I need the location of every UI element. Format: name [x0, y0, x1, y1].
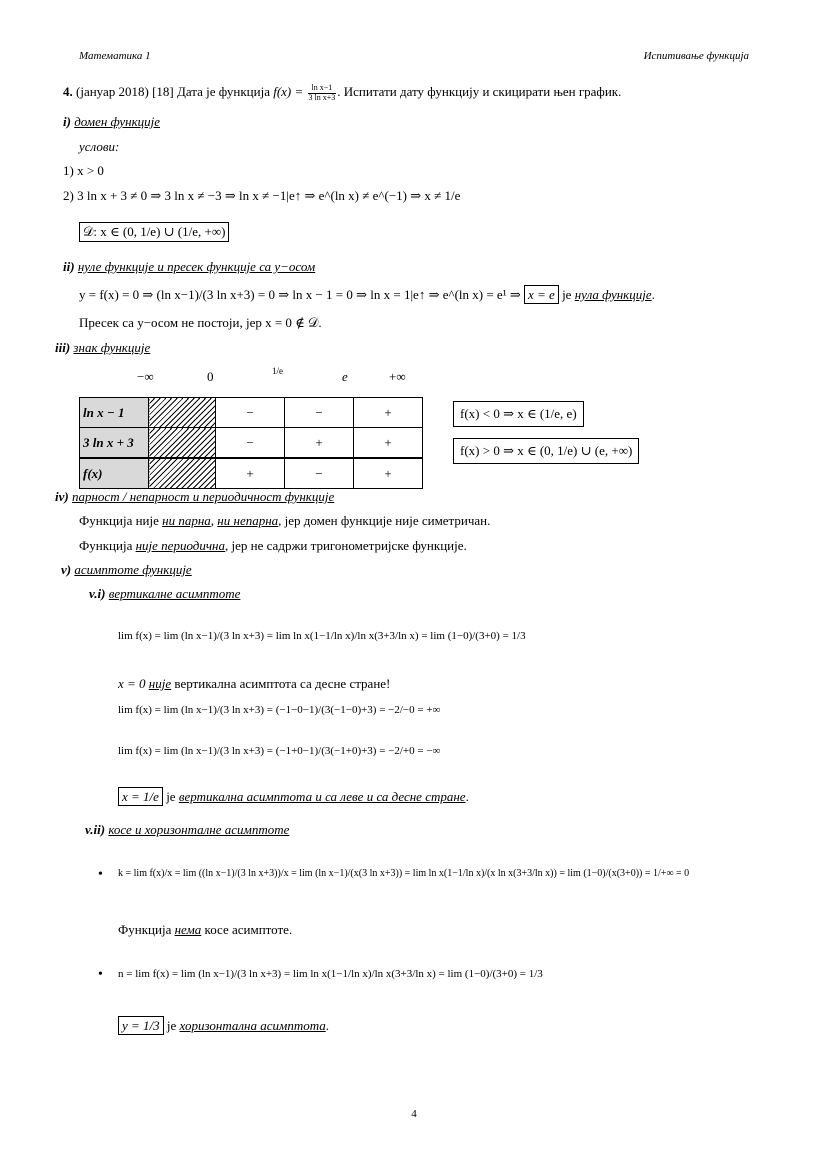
problem-statement	[63, 84, 621, 102]
no-oblique-line: Функција нема косе асимптоте.	[118, 922, 293, 937]
section-v-heading: v) асимптоте функције	[61, 562, 192, 577]
header-right: Испитивање функција	[643, 50, 749, 62]
section-iii-heading: iii) знак функције	[55, 340, 151, 355]
problem-number: 4.	[63, 84, 73, 99]
y-intercept-line: Пресек са y−осом не постоји, јер x = 0 ∉ 𝒟.	[79, 315, 322, 330]
point-e: e	[342, 369, 348, 384]
k-limit-line: k = lim f(x)/x = lim ((ln x−1)/(3 ln x+3))/x = lim (ln x−1)/(x(3 ln x+3)) = lim ln x(1−1/ln x)/(x ln x(3+3/ln x)) = lim (1−0)/(x(3+0)) = 1/+∞ = 0	[118, 868, 690, 879]
subsection-vi-heading: v.i) вертикалне асимптоте	[89, 586, 241, 601]
n-limit-line: n = lim f(x) = lim (ln x−1)/(3 ln x+3) = lim ln x(1−1/ln x)/ln x(3+3/ln x) = lim (1−0)/(3+0) = 1/3	[118, 968, 543, 980]
zeros-line: y = f(x) = 0 ⇒ (ln x−1)/(3 ln x+3) = 0 ⇒ ln x − 1 = 0 ⇒ ln x = 1|e↑ ⇒ e^(ln x) = e¹ ⇒ x = e је нула функције.	[79, 287, 655, 302]
sign-row-2: 3 ln x + 3 − + +	[80, 428, 423, 459]
condition-1: 1) x > 0	[63, 163, 104, 178]
limit-at-zero: lim f(x) = lim (ln x−1)/(3 ln x+3) = lim ln x(1−1/ln x)/ln x(3+3/ln x) = lim (1−0)/(3+0) = 1/3	[118, 630, 526, 642]
negative-interval-box: f(x) < 0 ⇒ x ∈ (1/e, e)	[453, 401, 584, 427]
horizontal-asymptote-line: y = 1/3 је хоризонтална асимптота.	[118, 1018, 329, 1034]
horizontal-asymptote-box: y = 1/3	[118, 1016, 164, 1035]
sign-row-3: f(x) + − +	[80, 458, 423, 489]
domain-box: 𝒟: x ∈ (0, 1/e) ∪ (1/e, +∞)	[79, 222, 229, 242]
zero-box: x = e	[524, 285, 559, 304]
parity-line: Функција није ни парна, ни непарна, јер домен функције није симетричан.	[79, 513, 491, 528]
problem-tail: . Испитати дату функцију и скицирати њен график.	[337, 84, 622, 99]
section-i-heading: i) домен функције	[63, 114, 161, 129]
sign-table	[79, 397, 423, 489]
conditions-label: услови:	[79, 139, 120, 154]
section-ii-heading: ii) нуле функције и пресек функције са y−осом	[63, 259, 316, 274]
subsection-vii-heading: v.ii) косе и хоризонталне асимптоте	[85, 822, 290, 837]
bullet-2: •	[98, 967, 103, 982]
point-neg-inf: −∞	[137, 369, 154, 384]
x-zero-line: x = 0 није вертикална асимптота са десне стране!	[118, 676, 391, 691]
point-one-over-e: 1/e	[272, 366, 283, 376]
section-iv-heading: iv) парност / непарност и периодичност функције	[55, 489, 335, 504]
header-left: Математика 1	[79, 50, 151, 62]
problem-fx: f(x) =	[273, 84, 304, 99]
condition-2: 2) 3 ln x + 3 ≠ 0 ⇒ 3 ln x ≠ −3 ⇒ ln x ≠ −1|e↑ ⇒ e^(ln x) ≠ e^(−1) ⇒ x ≠ 1/e	[63, 188, 461, 203]
vertical-asymptote-line: x = 1/e је вертикална асимптота и са леве и са десне стране.	[118, 789, 469, 805]
periodicity-line: Функција није периодична, јер не садржи тригонометријске функције.	[79, 538, 467, 553]
point-pos-inf: +∞	[389, 369, 406, 384]
limit-right: lim f(x) = lim (ln x−1)/(3 ln x+3) = (−1+0−1)/(3(−1+0)+3) = −2/+0 = −∞	[118, 745, 441, 757]
limit-left: lim f(x) = lim (ln x−1)/(3 ln x+3) = (−1−0−1)/(3(−1−0)+3) = −2/−0 = +∞	[118, 704, 441, 716]
point-zero: 0	[207, 369, 214, 384]
problem-intro: (јануар 2018) [18] Дата је функција	[76, 84, 270, 99]
problem-fraction: $\frac{\text{ln x−1}}{\text{3 ln x+3}}$	[308, 83, 336, 102]
vertical-asymptote-box: x = 1/e	[118, 787, 163, 806]
sign-row-1: ln x − 1 − − +	[80, 398, 423, 428]
page-number: 4	[411, 1108, 417, 1120]
bullet-1: •	[98, 867, 103, 882]
positive-interval-box: f(x) > 0 ⇒ x ∈ (0, 1/e) ∪ (e, +∞)	[453, 438, 639, 464]
